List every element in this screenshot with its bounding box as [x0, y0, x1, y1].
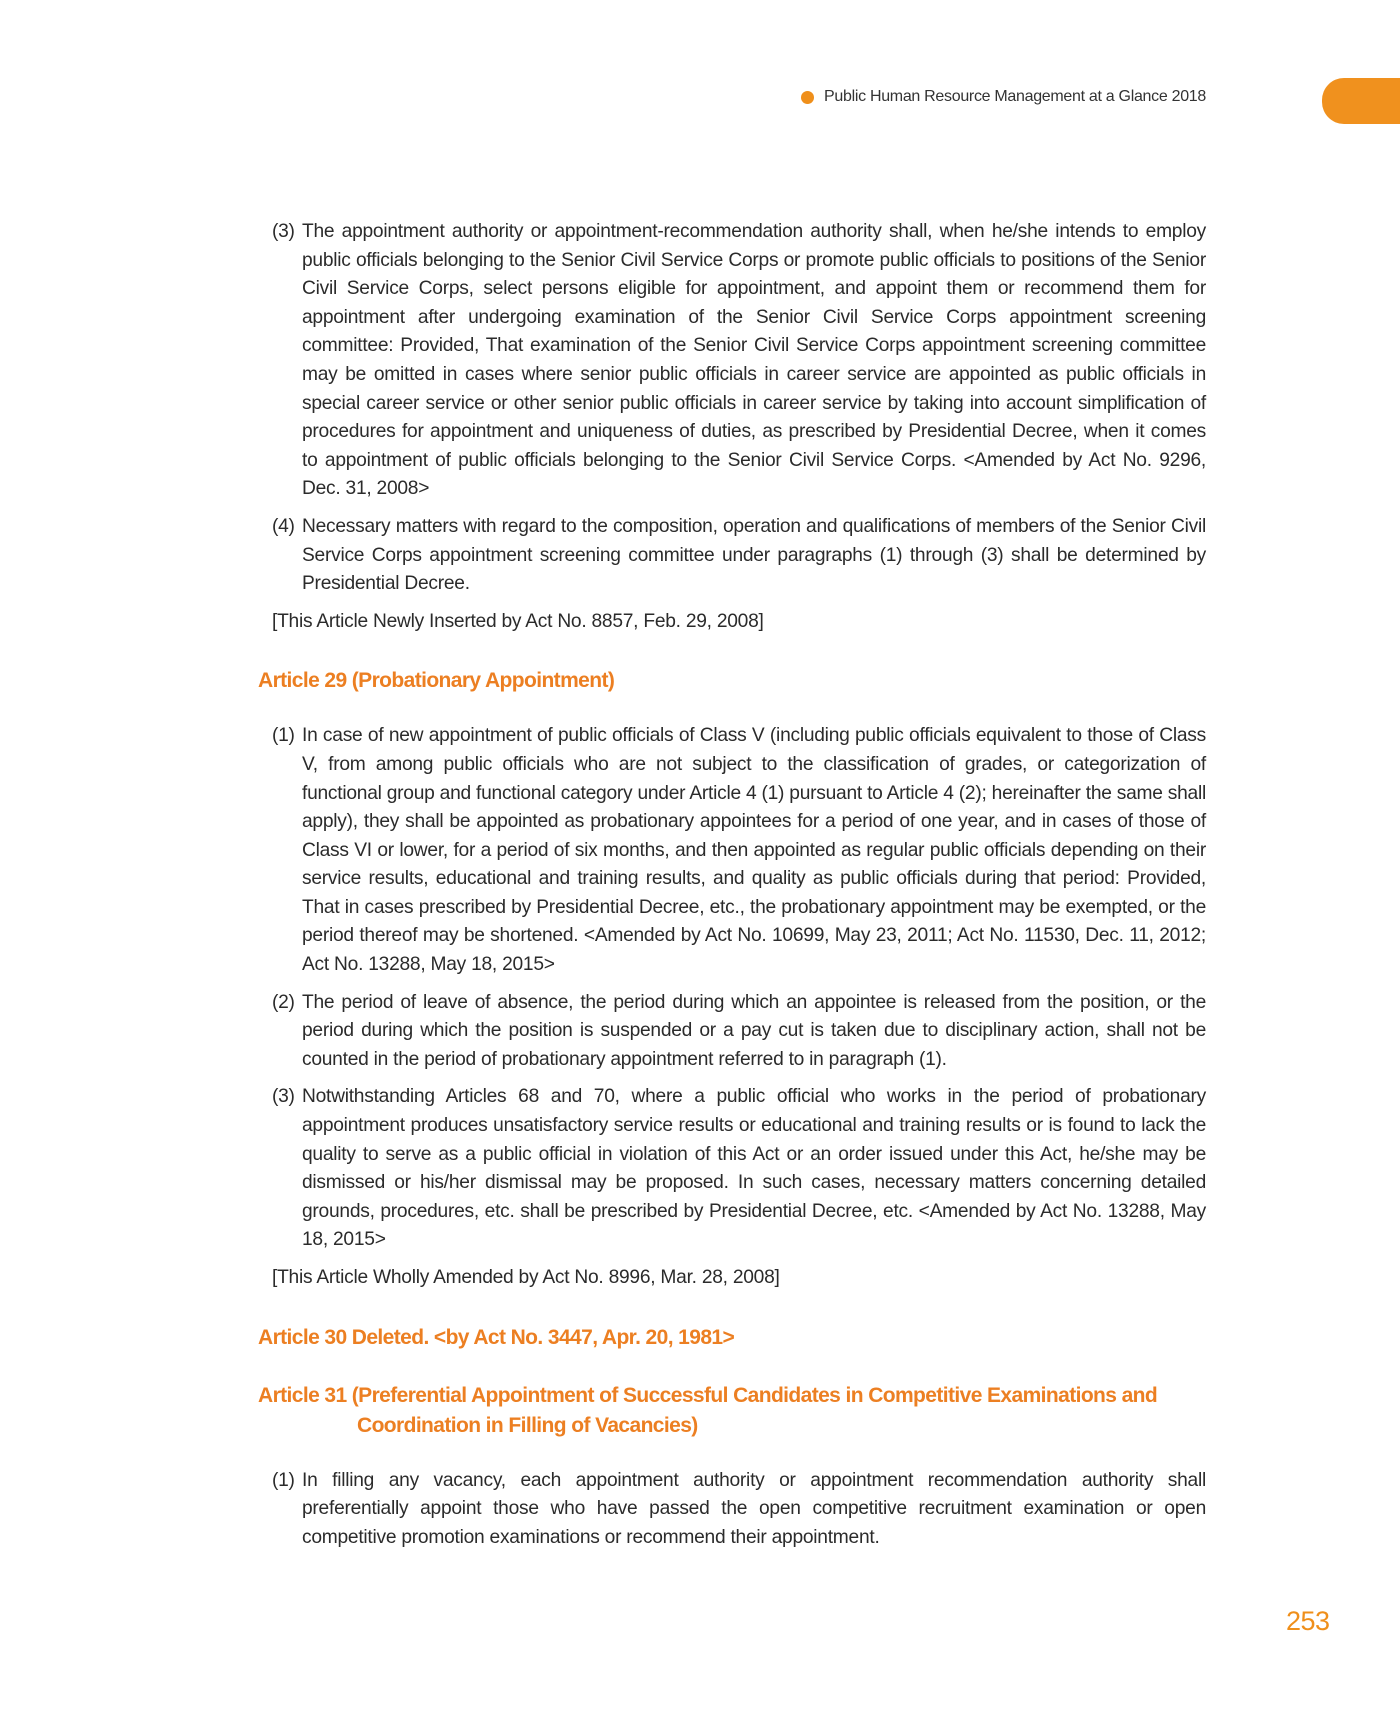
paragraph-text: The period of leave of absence, the period during which an appointee is released from the position, or the period during which the position is suspended or a pay cut is taken due to disciplinary action, shall not be counted in the period of probationary appointment referred to in paragraph (1). [302, 991, 1206, 1070]
paragraph-number: (1) [272, 1469, 295, 1491]
paragraph-number: (3) [272, 221, 295, 242]
article29-heading: Article 29 (Probationary Appointment) [258, 669, 615, 693]
article28-paragraph-4 [272, 513, 1206, 599]
paragraph-number: (3) [272, 1086, 295, 1108]
article31-paragraph-1 [272, 1467, 1206, 1553]
article29-paragraph-2 [272, 989, 1206, 1075]
paragraph-text: Necessary matters with regard to the composition, operation and qualifications of members of the Senior Civil Service Corps appointment screening committee under paragraphs (1) through (3) shall be determined by Presidential Decree. [302, 515, 1206, 595]
page-number: 253 [1286, 1606, 1330, 1636]
paragraph-number: (2) [272, 991, 295, 1013]
article28-amendment-note: [This Article Newly Inserted by Act No. 8857, Feb. 29, 2008] [272, 610, 764, 632]
bullet-dot-icon [801, 91, 814, 104]
article29-paragraph-1 [272, 722, 1206, 979]
chapter-tab-marker [1322, 78, 1400, 124]
page-body [258, 218, 1206, 1561]
paragraph-text: Notwithstanding Articles 68 and 70, where a public official who works in the period of probationary appointment produces unsatisfactory service results or educational and training results or is found to lack the quality to serve as a public official in violation of this Act or an order issued under this Act, he/she may be dismissed or his/her dismissal may be proposed. In such cases, necessary matters concerning detailed grounds, procedures, etc. shall be prescribed by Presidential Decree, etc. <Amended by Act No. 13288, May 18, 2015> [302, 1086, 1206, 1251]
paragraph-text: In filling any vacancy, each appointment authority or appointment recommendation authority shall preferentially appoint those who have passed the open competitive recruitment examination or open competitive promotion examinations or recommend their appointment. [302, 1469, 1206, 1548]
running-header [801, 88, 1206, 106]
article31-heading-line1: Article 31 (Preferential Appointment of Successful Candidates in Competitive Examinations and [258, 1383, 1158, 1407]
article29-amendment-note: [This Article Wholly Amended by Act No. 8996, Mar. 28, 2008] [272, 1267, 780, 1288]
article30-heading: Article 30 Deleted. <by Act No. 3447, Apr. 20, 1981> [258, 1325, 735, 1349]
article28-paragraph-3 [272, 218, 1206, 504]
article31-heading [258, 1381, 1206, 1441]
running-title: Public Human Resource Management at a Glance 2018 [824, 88, 1206, 105]
paragraph-number: (1) [272, 725, 295, 747]
paragraph-number: (4) [272, 515, 295, 537]
paragraph-text: The appointment authority or appointment-recommendation authority shall, when he/she intends to employ public officials belonging to the Senior Civil Service Corps or promote public officials to positions of the Senior Civil Service Corps, select persons eligible for appointment, and appoint them or recommend them for appointment after undergoing examination of the Senior Civil Service Corps appointment screening committee: Provided, That examination of the Senior Civil Service Corps appointment screening committee may be omitted in cases where senior public officials in career service are appointed as public officials in special career service or other senior public officials in career service by taking into account simplification of procedures for appointment and uniqueness of duties, as prescribed by Presidential Decree, when it comes to appointment of public officials belonging to the Senior Civil Service Corps. <Amended by Act No. 9296, Dec. 31, 2008> [302, 221, 1206, 500]
paragraph-text: In case of new appointment of public officials of Class V (including public officials equivalent to those of Class V, from among public officials who are not subject to the classification of grades, or categorization of functional group and functional category under Article 4 (1) pursuant to Article 4 (2); hereinafter the same shall apply), they shall be appointed as probationary appointees for a period of one year, and in cases of those of Class VI or lower, for a period of six months, and then appointed as regular public officials depending on their service results, educational and training results, and quality as public officials during that period: Provided, That in cases prescribed by Presidential Decree, etc., the probationary appointment may be exempted, or the period thereof may be shortened. <Amended by Act No. 10699, May 23, 2011; Act No. 11530, Dec. 11, 2012; Act No. 13288, May 18, 2015> [302, 725, 1206, 976]
article31-heading-line2: Coordination in Filling of Vacancies) [357, 1413, 698, 1437]
article29-paragraph-3 [272, 1083, 1206, 1255]
